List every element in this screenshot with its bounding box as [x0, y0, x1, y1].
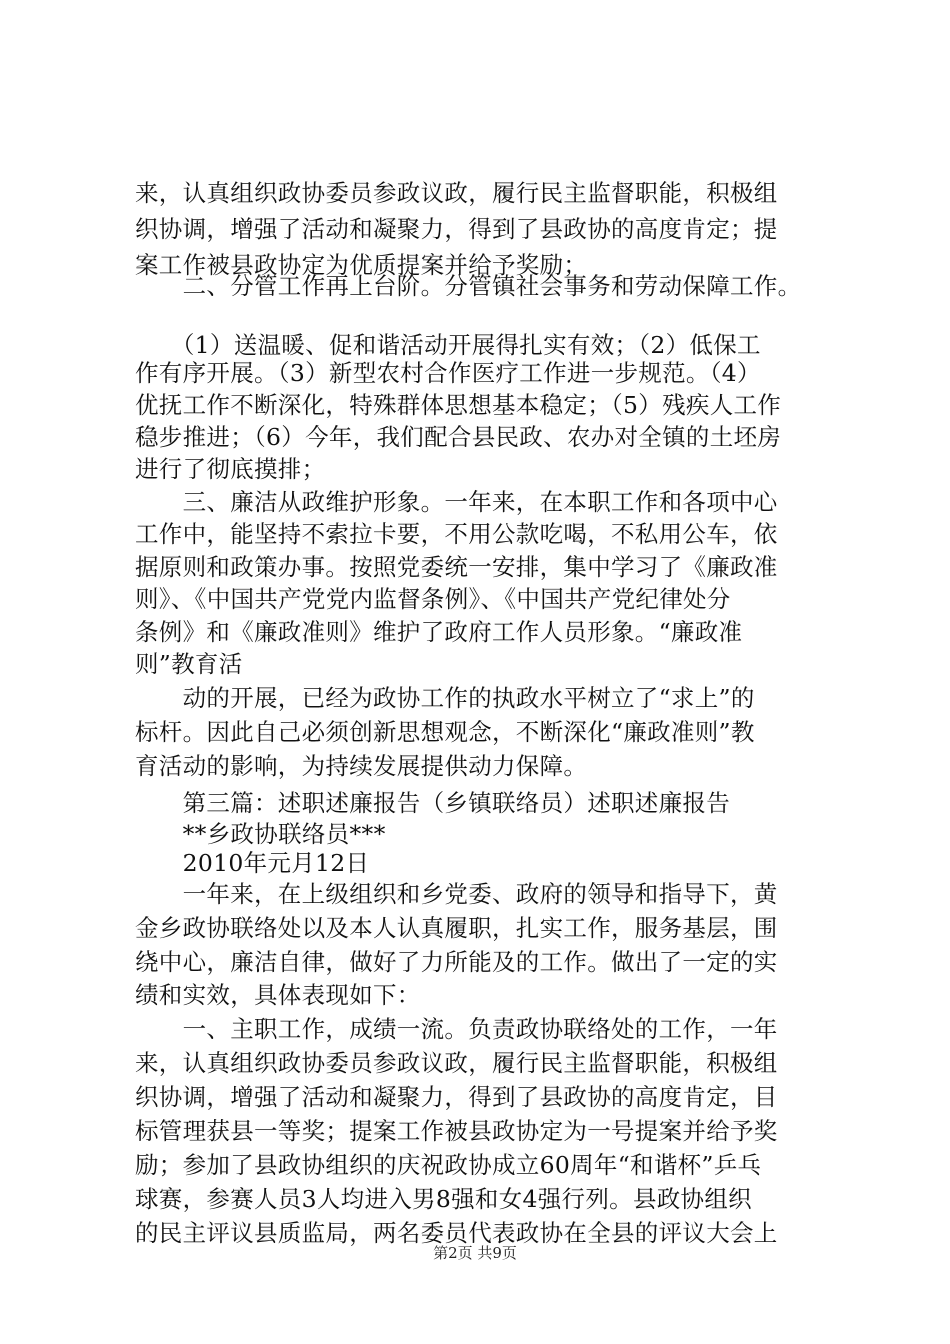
body-text-line: 则”教育活	[135, 650, 243, 678]
body-text-line: 来，认真组织政协委员参政议政，履行民主监督职能，积极组	[135, 1049, 778, 1077]
date-line: 2010年元月12日	[135, 849, 370, 877]
body-text-line: 作有序开展。（3）新型农村合作医疗工作进一步规范。（4）	[135, 359, 761, 387]
body-text-line: 稳步推进；（6）今年，我们配合县民政、农办对全镇的土坯房	[135, 423, 782, 451]
body-text-line: 绩和实效，具体表现如下：	[135, 981, 421, 1009]
section-heading: 第三篇：述职述廉报告（乡镇联络员）述职述廉报告	[135, 789, 730, 817]
body-text-line: 优抚工作不断深化，特殊群体思想基本稳定；（5）残疾人工作	[135, 391, 782, 419]
body-text-line: 标管理获县一等奖；提案工作被县政协定为一号提案并给予奖	[135, 1117, 778, 1145]
body-text-line: 育活动的影响，为持续发展提供动力保障。	[135, 752, 588, 780]
author-line: **乡政协联络员***	[135, 820, 386, 848]
body-text-line: 绕中心，廉洁自律，做好了力所能及的工作。做出了一定的实	[135, 948, 778, 976]
body-text-line: 一年来，在上级组织和乡党委、政府的领导和指导下，黄	[135, 880, 778, 908]
body-text-line: 进行了彻底摸排；	[135, 455, 326, 483]
body-text-line: 动的开展，已经为政协工作的执政水平树立了“求上”的	[135, 684, 755, 712]
body-text-line: 条例》和《廉政准则》维护了政府工作人员形象。“廉政准	[135, 618, 743, 646]
body-text-line: 的民主评议县质监局，两名委员代表政协在全县的评议大会上	[135, 1219, 778, 1247]
body-text-line: 来，认真组织政协委员参政议政，履行民主监督职能，积极组	[135, 179, 778, 207]
body-text-line: 据原则和政策办事。按照党委统一安排，集中学习了《廉政准	[135, 553, 778, 581]
body-text-line: 三、廉洁从政维护形象。一年来，在本职工作和各项中心	[135, 488, 778, 516]
body-text-line: 织协调，增强了活动和凝聚力，得到了县政协的高度肯定，目	[135, 1083, 778, 1111]
body-text-line: 金乡政协联络处以及本人认真履职，扎实工作，服务基层，围	[135, 914, 778, 942]
body-text-line: 球赛，参赛人员3人均进入男8强和女4强行列。县政协组织	[135, 1185, 752, 1213]
body-text-line: 一、主职工作，成绩一流。负责政协联络处的工作，一年	[135, 1015, 778, 1043]
body-text-line: 工作中，能坚持不索拉卡要，不用公款吃喝，不私用公车，依	[135, 520, 778, 548]
body-text-line: 织协调，增强了活动和凝聚力，得到了县政协的高度肯定；提	[135, 215, 778, 243]
body-text-line: 则》、《中国共产党党内监督条例》、《中国共产党纪律处分	[135, 585, 731, 613]
page-number-footer: 第2页 共9页	[433, 1244, 517, 1262]
body-text-line: 案工作被县政协定为优质提案并给予奖励；	[135, 251, 588, 279]
body-text-line: （1）送温暖、促和谐活动开展得扎实有效；（2）低保工	[135, 331, 761, 359]
body-text-line: 标杆。因此自己必须创新思想观念，不断深化“廉政准则”教	[135, 718, 755, 746]
body-text-line: 励；参加了县政协组织的庆祝政协成立60周年“和谐杯”乒乓	[135, 1151, 762, 1179]
body-text-line: 二、分管工作再上台阶。分管镇社会事务和劳动保障工作。	[135, 272, 802, 300]
